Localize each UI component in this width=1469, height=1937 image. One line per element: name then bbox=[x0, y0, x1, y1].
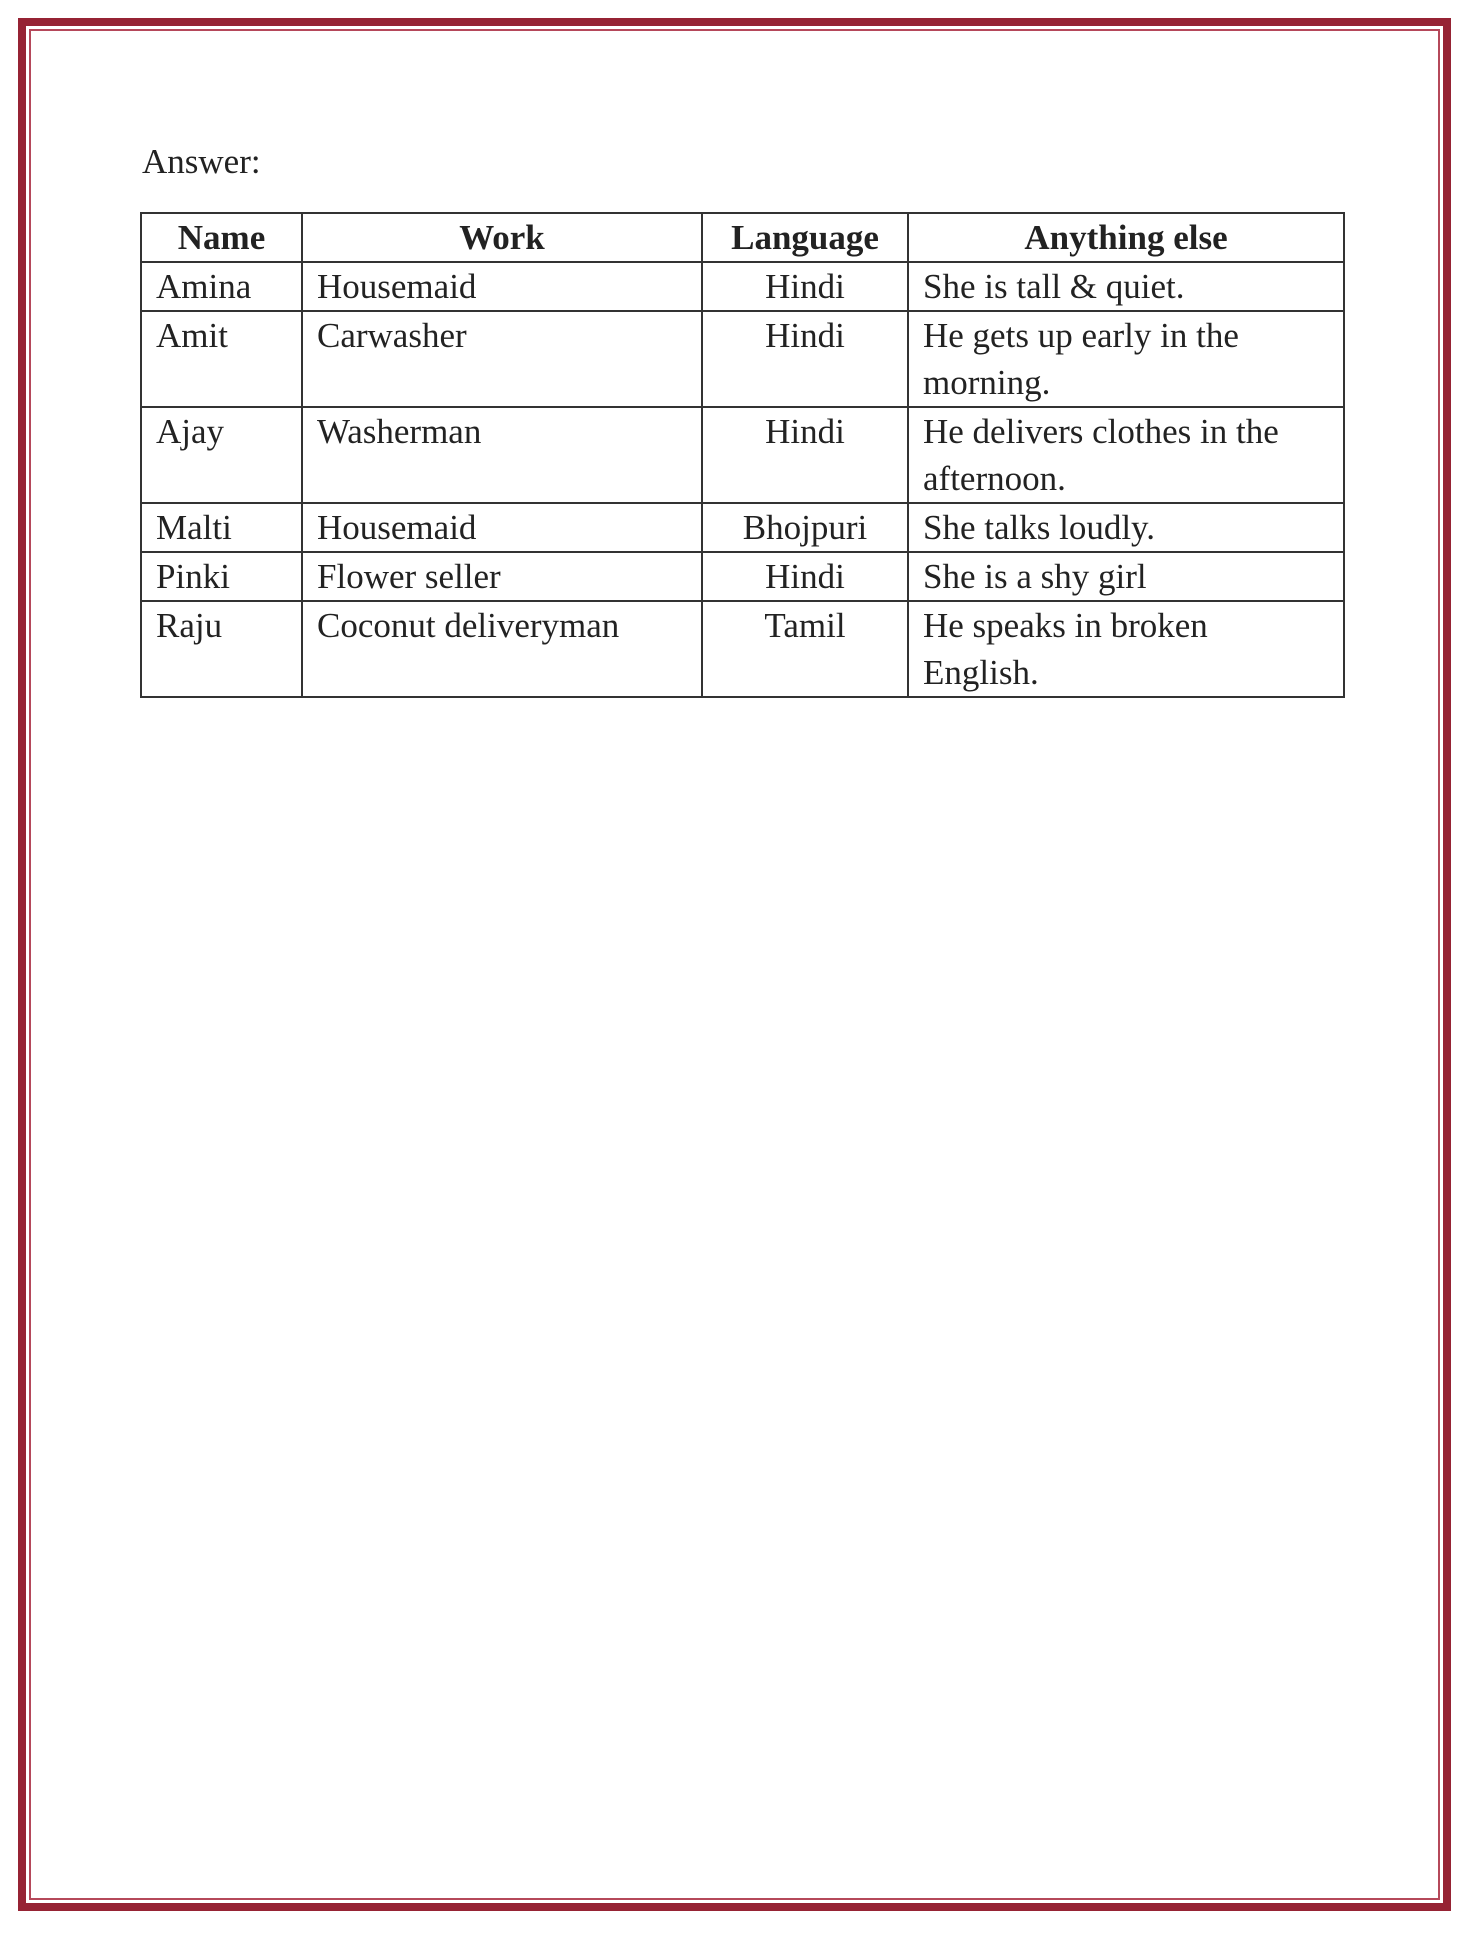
cell-language: Hindi bbox=[702, 262, 908, 311]
cell-note: He speaks in broken English. bbox=[908, 601, 1344, 697]
header-anything-else: Anything else bbox=[908, 213, 1344, 262]
header-language: Language bbox=[702, 213, 908, 262]
cell-language: Hindi bbox=[702, 311, 908, 407]
cell-language: Hindi bbox=[702, 407, 908, 503]
cell-name: Raju bbox=[141, 601, 302, 697]
table-header-row bbox=[141, 213, 1344, 262]
table-row bbox=[141, 262, 1344, 311]
cell-work: Carwasher bbox=[302, 311, 702, 407]
cell-name: Amit bbox=[141, 311, 302, 407]
cell-work: Washerman bbox=[302, 407, 702, 503]
cell-name: Pinki bbox=[141, 552, 302, 601]
header-work: Work bbox=[302, 213, 702, 262]
table-row bbox=[141, 503, 1344, 552]
table-row bbox=[141, 552, 1344, 601]
cell-work: Housemaid bbox=[302, 503, 702, 552]
cell-note: He gets up early in the morning. bbox=[908, 311, 1344, 407]
cell-note: He delivers clothes in the afternoon. bbox=[908, 407, 1344, 503]
header-name: Name bbox=[141, 213, 302, 262]
cell-language: Tamil bbox=[702, 601, 908, 697]
table-row bbox=[141, 407, 1344, 503]
cell-name: Amina bbox=[141, 262, 302, 311]
answer-table bbox=[140, 212, 1345, 698]
answer-heading: Answer: bbox=[142, 142, 261, 181]
cell-note: She is tall & quiet. bbox=[908, 262, 1344, 311]
cell-name: Malti bbox=[141, 503, 302, 552]
cell-work: Coconut deliveryman bbox=[302, 601, 702, 697]
cell-note: She is a shy girl bbox=[908, 552, 1344, 601]
cell-language: Hindi bbox=[702, 552, 908, 601]
cell-language: Bhojpuri bbox=[702, 503, 908, 552]
table-row bbox=[141, 311, 1344, 407]
cell-name: Ajay bbox=[141, 407, 302, 503]
table-row bbox=[141, 601, 1344, 697]
cell-work: Flower seller bbox=[302, 552, 702, 601]
cell-work: Housemaid bbox=[302, 262, 702, 311]
cell-note: She talks loudly. bbox=[908, 503, 1344, 552]
